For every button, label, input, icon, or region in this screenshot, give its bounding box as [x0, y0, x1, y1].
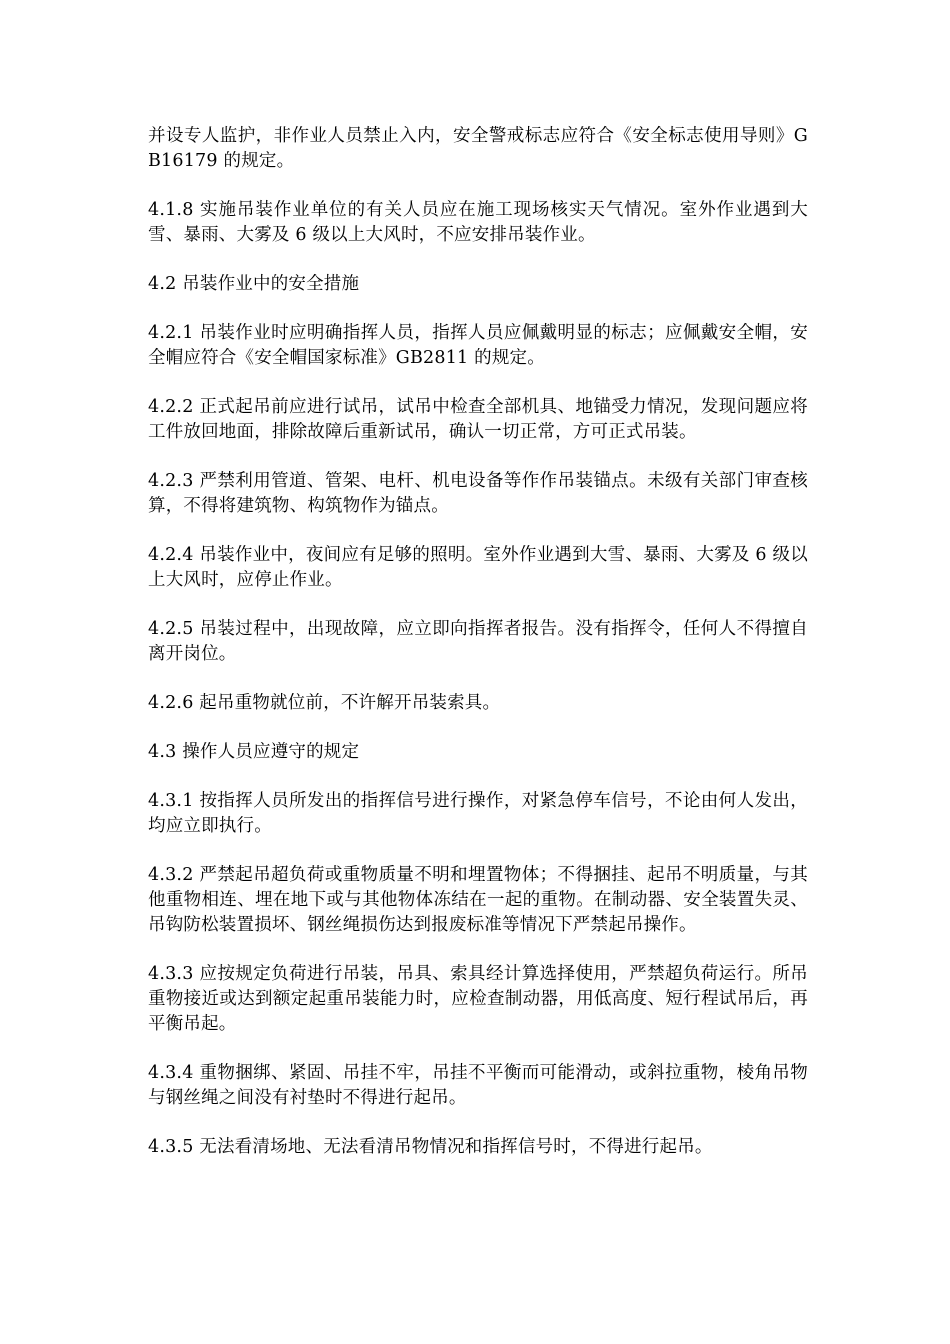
paragraph-4-3-4: 4.3.4 重物捆绑、紧固、吊挂不牢，吊挂不平衡而可能滑动，或斜拉重物，棱角吊物与钢丝绳之间没有衬垫时不得进行起吊。 [148, 1063, 808, 1108]
paragraph-4-2-2: 4.2.2 正式起吊前应进行试吊，试吊中检查全部机具、地锚受力情况，发现问题应将工件放回地面，排除故障后重新试吊，确认一切正常，方可正式吊装。 [148, 397, 808, 442]
paragraph-4-1-8: 4.1.8 实施吊装作业单位的有关人员应在施工现场核实天气情况。室外作业遇到大雪、暴雨、大雾及 6 级以上大风时，不应安排吊装作业。 [148, 200, 808, 245]
paragraph-4-2-3: 4.2.3 严禁利用管道、管架、电杆、机电设备等作作吊装锚点。未级有关部门审查核算，不得将建筑物、构筑物作为锚点。 [148, 471, 808, 516]
document-body [148, 124, 808, 1184]
paragraph-4-2-1: 4.2.1 吊装作业时应明确指挥人员，指挥人员应佩戴明显的标志；应佩戴安全帽，安全帽应符合《安全帽国家标准》GB2811 的规定。 [148, 323, 808, 368]
paragraph-4-3-2: 4.3.2 严禁起吊超负荷或重物质量不明和埋置物体；不得捆挂、起吊不明质量，与其他重物相连、埋在地下或与其他物体冻结在一起的重物。在制动器、安全装置失灵、吊钩防松装置损坏、钢丝绳损伤达到报废标准等情况下严禁起吊操作。 [148, 865, 808, 935]
paragraph-4-2-4: 4.2.4 吊装作业中，夜间应有足够的照明。室外作业遇到大雪、暴雨、大雾及 6 级以上大风时，应停止作业。 [148, 545, 808, 590]
paragraph-4-3-1: 4.3.1 按指挥人员所发出的指挥信号进行操作，对紧急停车信号，不论由何人发出，均应立即执行。 [148, 791, 808, 836]
section-heading-4-2: 4.2 吊装作业中的安全措施 [148, 274, 360, 294]
paragraph-4-2-5: 4.2.5 吊装过程中，出现故障，应立即向指挥者报告。没有指挥令，任何人不得擅自离开岗位。 [148, 619, 808, 664]
paragraph-4-3-5: 4.3.5 无法看清场地、无法看清吊物情况和指挥信号时，不得进行起吊。 [148, 1137, 713, 1157]
paragraph-4-2-6: 4.2.6 起吊重物就位前，不许解开吊装索具。 [148, 693, 501, 713]
paragraph-4-3-3: 4.3.3 应按规定负荷进行吊装，吊具、索具经计算选择使用，严禁超负荷运行。所吊重物接近或达到额定起重吊装能力时，应检查制动器，用低高度、短行程试吊后，再平衡吊起。 [148, 964, 808, 1034]
section-heading-4-3: 4.3 操作人员应遵守的规定 [148, 742, 360, 762]
paragraph-continuation: 并设专人监护，非作业人员禁止入内，安全警戒标志应符合《安全标志使用导则》GB16179 的规定。 [148, 126, 808, 171]
